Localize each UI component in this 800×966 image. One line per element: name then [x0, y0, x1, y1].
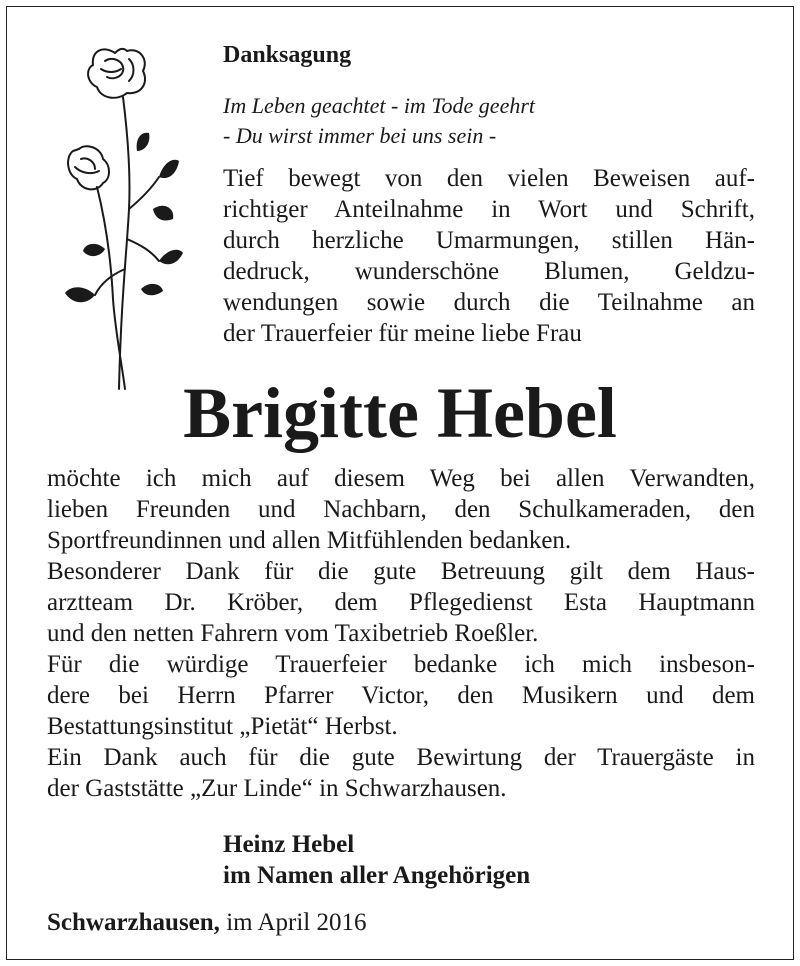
place-date-line — [47, 907, 366, 938]
motto-line: Im Leben geachtet - im Tode geehrt — [223, 93, 536, 118]
motto — [223, 91, 755, 151]
text-line: Für die würdige Trauerfeier bedanke ich mich insbeson- — [47, 651, 755, 678]
text-line: dere bei Herrn Pfarrer Victor, den Musikern und dem — [47, 682, 755, 709]
body-paragraph — [47, 463, 755, 804]
text-line: Bestattungsinstitut „Pietät“ Herbst. — [47, 713, 398, 740]
text-line: arztteam Dr. Kröber, dem Pflegedienst Esta Hauptmann — [47, 589, 755, 616]
place-name: Schwarzhausen, — [47, 909, 220, 936]
signature-block — [223, 829, 530, 891]
notice-frame — [6, 6, 794, 960]
signature-subline: im Namen aller Angehörigen — [223, 862, 531, 889]
deceased-name: Brigitte Hebel — [183, 373, 617, 453]
text-line: durch herzliche Umarmungen, stillen Hän- — [223, 227, 755, 254]
text-line: der Trauerfeier für meine liebe Frau — [223, 320, 582, 347]
notice-title: Danksagung — [223, 42, 352, 68]
text-line: Sportfreundinnen und allen Mitfühlenden bedanken. — [47, 527, 572, 554]
text-line: Tief bewegt von den vielen Beweisen auf- — [223, 165, 755, 192]
motto-line: - Du wirst immer bei uns sein - — [223, 123, 497, 148]
date-text: im April 2016 — [226, 909, 367, 936]
text-line: lieben Freunden und Nachbarn, den Schulkameraden, den — [47, 496, 755, 523]
text-line: Ein Dank auch für die gute Bewirtung der Trauergäste in — [47, 744, 755, 771]
intro-paragraph — [223, 163, 755, 349]
text-line: richtiger Anteilnahme in Wort und Schrift, — [223, 196, 755, 223]
signature-name: Heinz Hebel — [223, 831, 355, 858]
text-line: Besonderer Dank für die gute Betreuung gilt dem Haus- — [47, 558, 755, 585]
rose-icon — [45, 39, 185, 399]
text-line: und den netten Fahrern vom Taxibetrieb Roeßler. — [47, 620, 539, 647]
header-block — [223, 41, 755, 349]
text-line: dedruck, wunderschöne Blumen, Geldzu- — [223, 258, 755, 285]
text-line: möchte ich mich auf diesem Weg bei allen Verwandten, — [47, 465, 755, 492]
text-line: der Gaststätte „Zur Linde“ in Schwarzhausen. — [47, 775, 507, 802]
text-line: wendungen sowie durch die Teilnahme an — [223, 289, 755, 316]
